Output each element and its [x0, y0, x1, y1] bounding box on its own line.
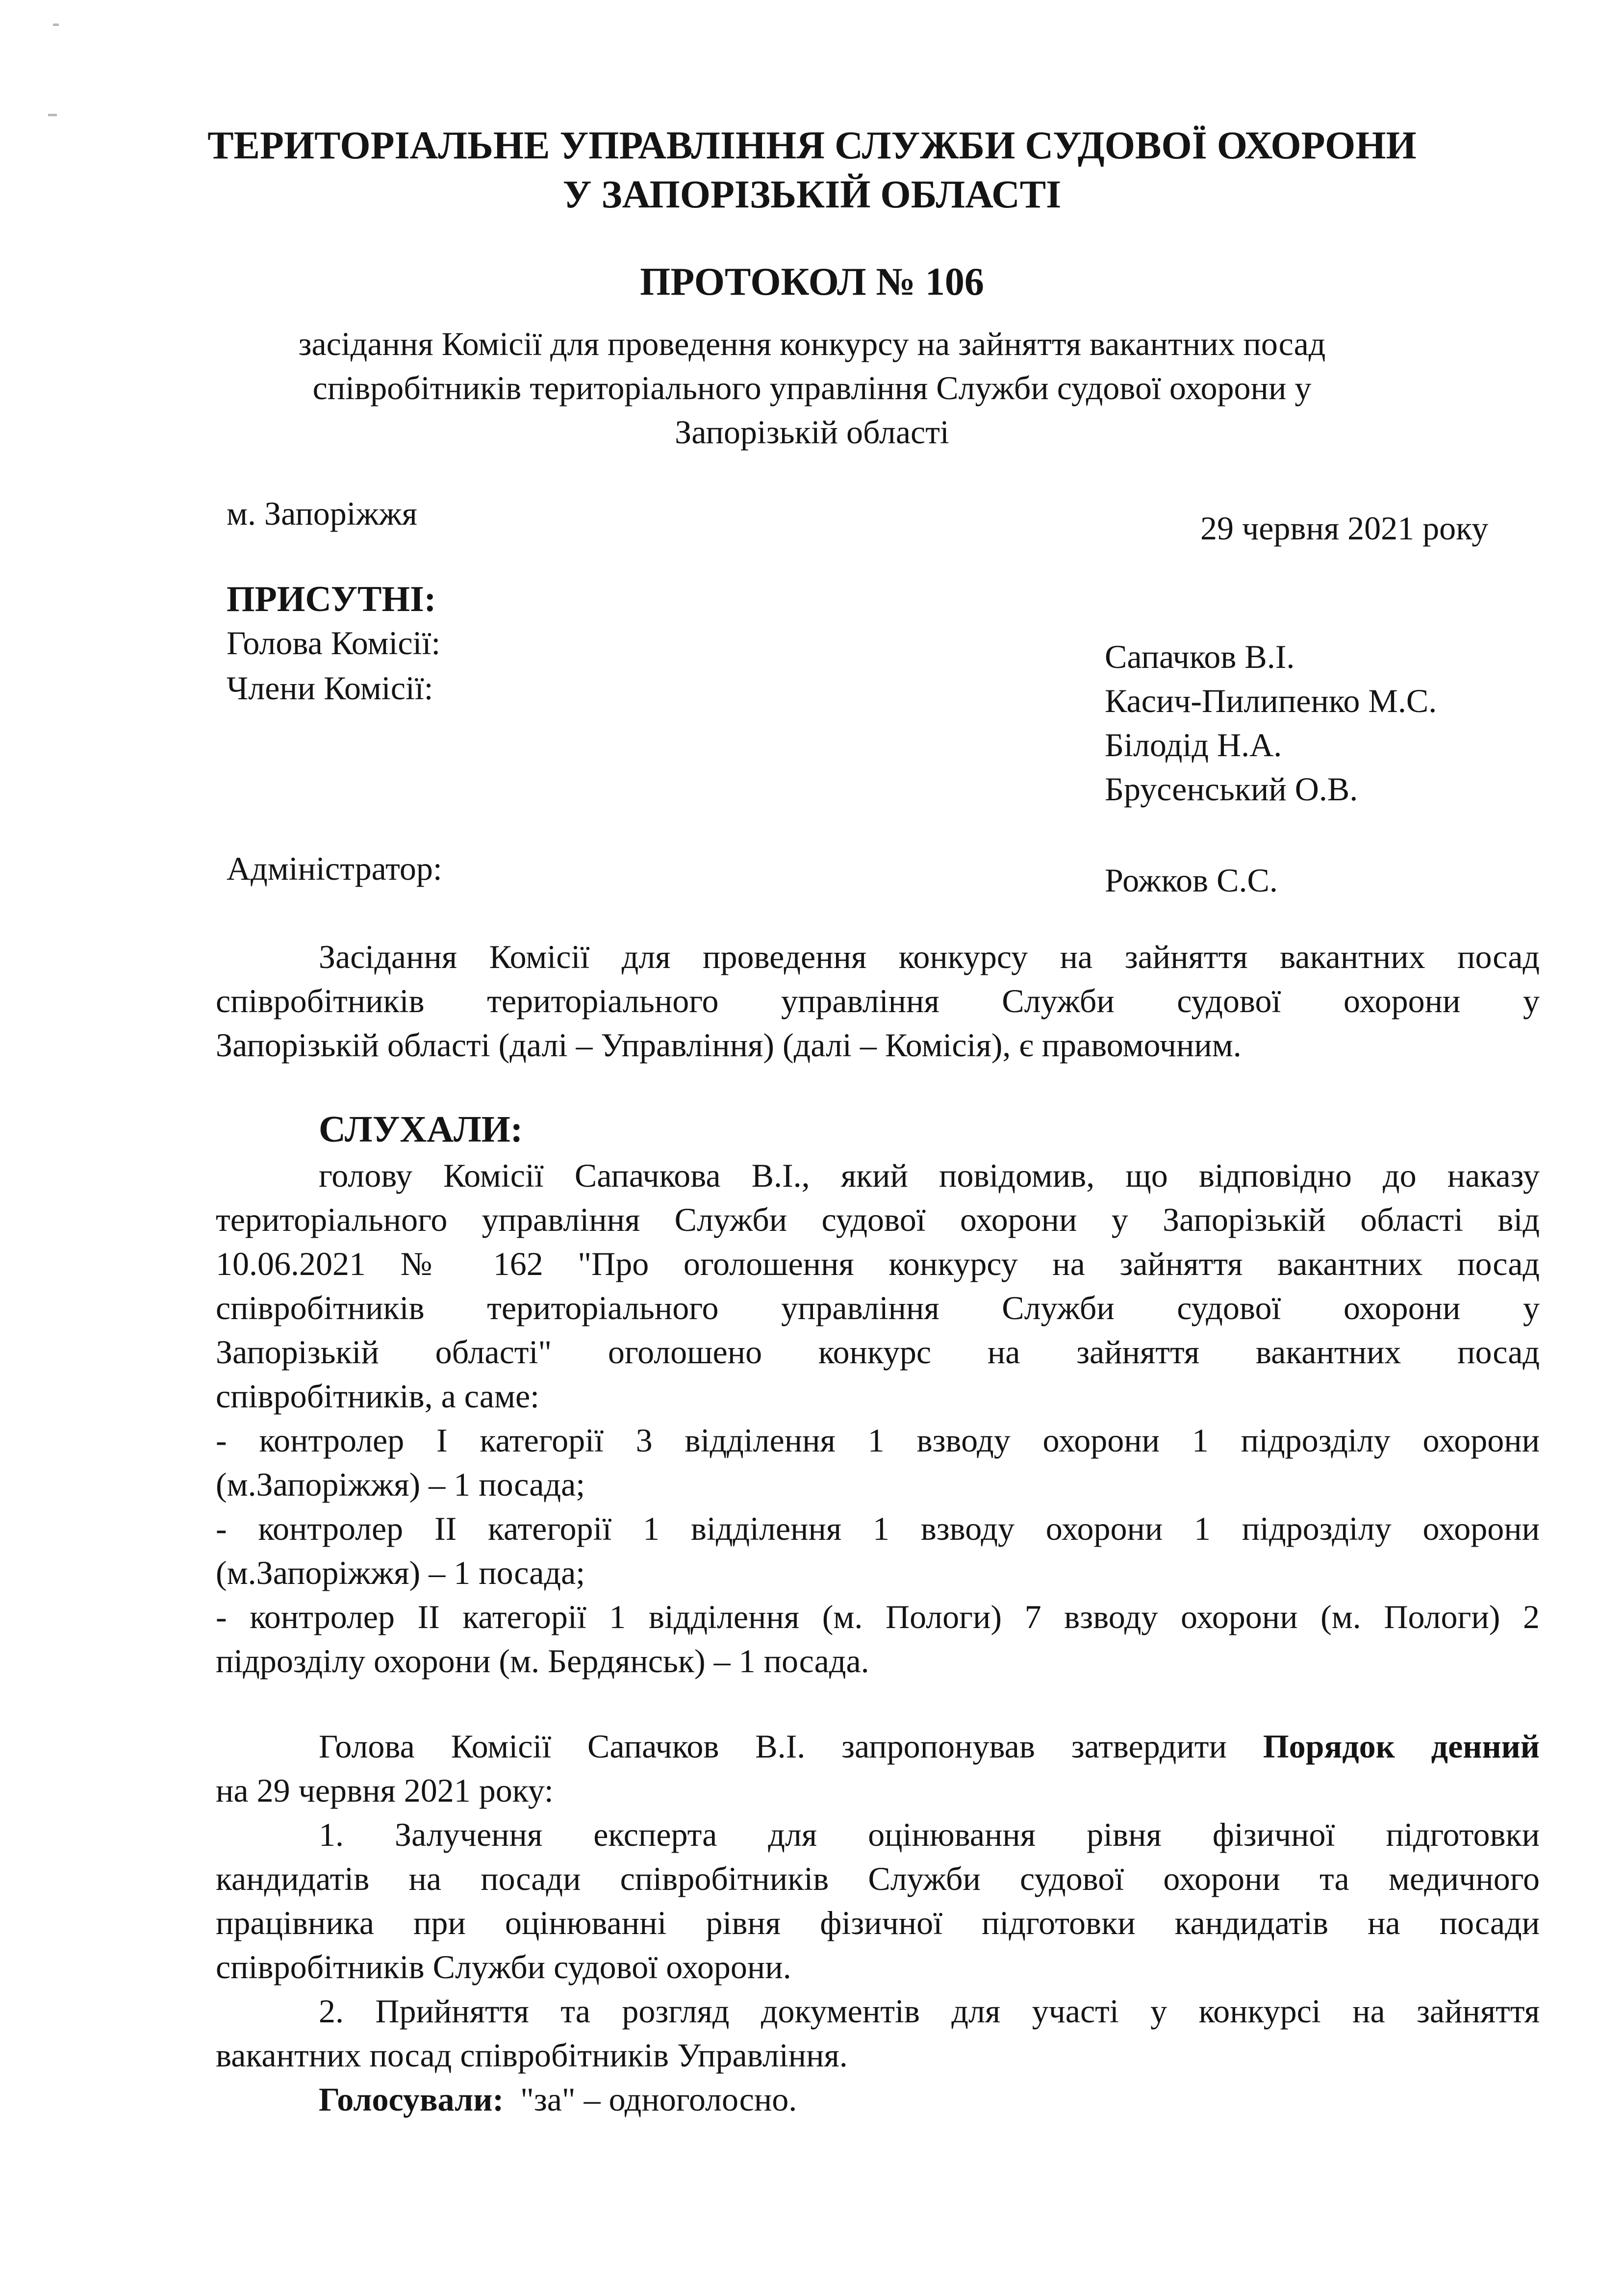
agenda-item-line: вакантних посад співробітників Управління. — [216, 2037, 848, 2074]
member-name: Брусенський О.В. — [1105, 770, 1358, 808]
agenda-proposal — [319, 1727, 1540, 1766]
vote-value: "за" – одноголосно. — [520, 2081, 797, 2118]
agenda-item-line: 1. Залучення експерта для оцінювання рівня фізичної підготовки — [319, 1816, 1540, 1853]
heard-line: 10.06.2021 № 162 "Про оголошення конкурсу на зайняття вакантних посад — [216, 1245, 1540, 1282]
heard-line: Запорізькій області" оголошено конкурс на зайняття вакантних посад — [216, 1333, 1540, 1371]
attendance-heading: ПРИСУТНІ: — [227, 579, 436, 619]
intro-line: Запорізькій області (далі – Управління) (далі – Комісія), є правомочним. — [216, 1026, 1242, 1064]
admin-label: Адміністратор: — [227, 850, 442, 887]
position-item: - контролер ІІ категорії 1 відділення (м. Пологи) 7 взводу охорони (м. Пологи) 2 — [216, 1598, 1540, 1635]
admin-name: Рожков С.С. — [1105, 862, 1278, 899]
agenda-proposal-bold: Порядок денний — [1263, 1728, 1540, 1765]
subtitle-line: засідання Комісії для проведення конкурсу на зайняття вакантних посад — [298, 325, 1326, 362]
heard-heading: СЛУХАЛИ: — [319, 1109, 523, 1150]
vote-line — [319, 2080, 797, 2119]
position-item: підрозділу охорони (м. Бердянськ) – 1 посада. — [216, 1642, 869, 1680]
heard-line: співробітників, а саме: — [216, 1377, 540, 1415]
agenda-item-line: кандидатів на посади співробітників Служби судової охорони та медичного — [216, 1860, 1540, 1897]
intro-line: співробітників територіального управління Служби судової охорони у — [216, 982, 1540, 1020]
vote-label: Голосували: — [319, 2081, 504, 2118]
members-label: Члени Комісії: — [227, 669, 433, 707]
protocol-title: ПРОТОКОЛ № 106 — [640, 260, 984, 304]
agenda-proposal-text: Голова Комісії Сапачков В.І. запропонував затвердити — [319, 1728, 1263, 1765]
org-title-line1: ТЕРИТОРІАЛЬНЕ УПРАВЛІННЯ СЛУЖБИ СУДОВОЇ ОХОРОНИ — [207, 124, 1417, 167]
heard-line: територіального управління Служби судової охорони у Запорізькій області від — [216, 1201, 1540, 1238]
agenda-proposal-line2: на 29 червня 2021 року: — [216, 1772, 554, 1809]
heard-line: співробітників територіального управління Служби судової охорони у — [216, 1289, 1540, 1326]
agenda-item-line: працівника при оцінюванні рівня фізичної підготовки кандидатів на посади — [216, 1904, 1540, 1941]
org-title-line2: У ЗАПОРІЗЬКІЙ ОБЛАСТІ — [562, 173, 1062, 216]
place: м. Запоріжжя — [227, 495, 417, 532]
position-item: (м.Запоріжжя) – 1 посада; — [216, 1466, 585, 1503]
member-name: Білодід Н.А. — [1105, 726, 1282, 764]
subtitle-line: Запорізькій області — [675, 413, 949, 451]
intro-line: Засідання Комісії для проведення конкурсу на зайняття вакантних посад — [319, 938, 1540, 975]
date: 29 червня 2021 року — [1200, 510, 1489, 547]
scan-mark — [48, 114, 57, 116]
heard-line: голову Комісії Сапачкова В.І., який повідомив, що відповідно до наказу — [319, 1157, 1540, 1194]
scan-mark — [53, 24, 59, 26]
position-item: (м.Запоріжжя) – 1 посада; — [216, 1554, 585, 1591]
agenda-item-line: співробітників Служби судової охорони. — [216, 1948, 791, 1986]
agenda-item-line: 2. Прийняття та розгляд документів для участі у конкурсі на зайняття — [319, 1992, 1540, 2030]
chair-label: Голова Комісії: — [227, 624, 441, 662]
position-item: - контролер ІІ категорії 1 відділення 1 взводу охорони 1 підрозділу охорони — [216, 1510, 1540, 1547]
member-name: Касич-Пилипенко М.С. — [1105, 682, 1437, 719]
subtitle-line: співробітників територіального управління Служби судової охорони у — [312, 369, 1312, 407]
position-item: - контролер І категорії 3 відділення 1 взводу охорони 1 підрозділу охорони — [216, 1422, 1540, 1459]
chair-name: Сапачков В.І. — [1105, 638, 1295, 675]
